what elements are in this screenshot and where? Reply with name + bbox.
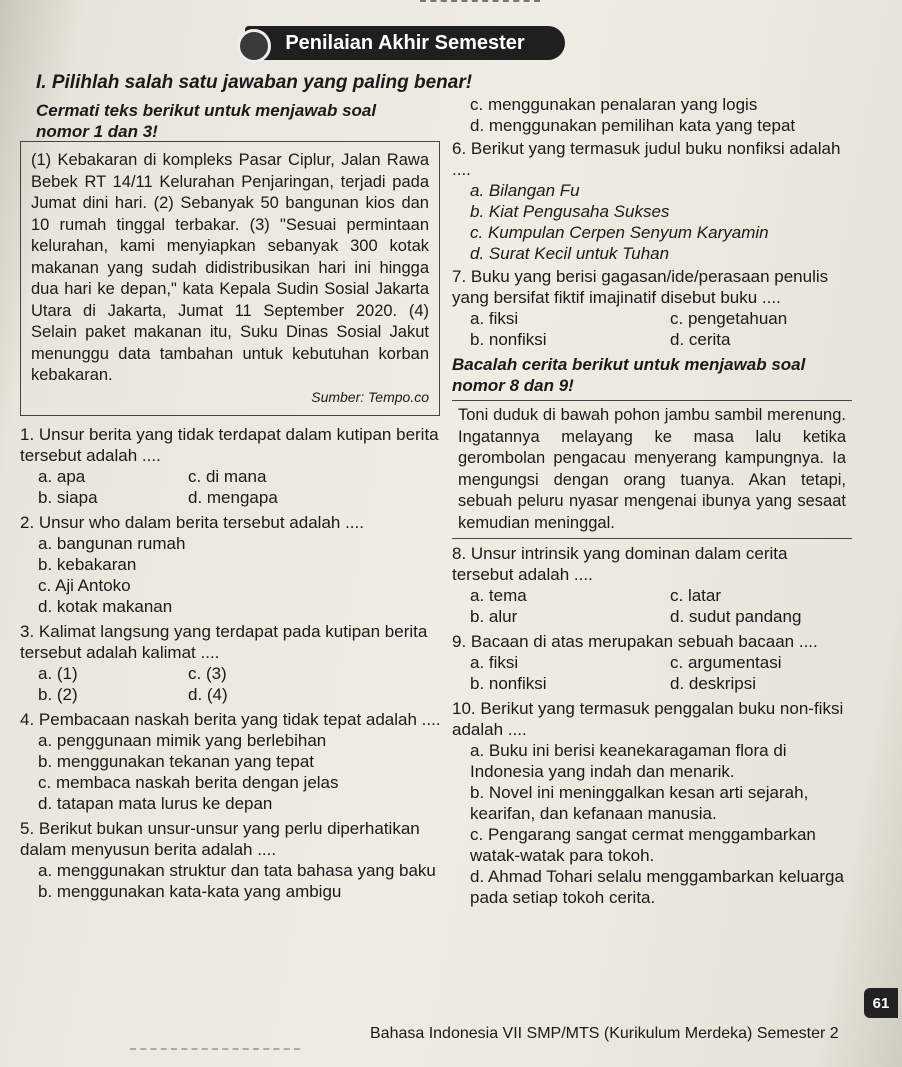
q4-option-c[interactable]: c. membaca naskah berita dengan jelas [38,773,339,792]
left-instruction-line1: Cermati teks berikut untuk menjawab soal [36,101,377,120]
q9-option-c[interactable]: c. argumentasi [670,653,782,672]
q5-option-a[interactable]: a. menggunakan struktur dan tata bahasa yang baku [38,861,436,880]
q7-option-b[interactable]: b. nonfiksi [470,330,547,349]
news-passage-box [20,141,440,416]
q5-option-d[interactable]: d. menggunakan pemilihan kata yang tepat [470,116,796,135]
q8-option-d[interactable]: d. sudut pandang [670,607,802,626]
q6-option-c[interactable]: c. Kumpulan Cerpen Senyum Karyamin [470,223,769,242]
q8-option-b[interactable]: b. alur [470,607,518,626]
top-rule [420,0,540,6]
left-instruction-line2: nomor 1 dan 3! [36,122,158,141]
question-9-options [452,652,852,694]
question-9: 9. Bacaan di atas merupakan sebuah bacaan .... [452,632,818,651]
q2-option-c[interactable]: c. Aji Antoko [38,576,131,595]
q10-option-c[interactable]: c. Pengarang sangat cermat menggambarkan watak-watak para tokoh. [470,825,816,865]
question-10: 10. Berikut yang termasuk penggalan buku non-fiksi adalah .... [452,699,844,739]
q10-option-d[interactable]: d. Ahmad Tohari selalu menggambarkan keluarga pada setiap tokoh cerita. [470,867,844,907]
question-5: 5. Berikut bukan unsur-unsur yang perlu diperhatikan dalam menyusun berita adalah .... [20,819,420,859]
question-8-options [452,585,852,627]
q9-option-a[interactable]: a. fiksi [470,653,519,672]
passage-source: Sumber: Tempo.co [311,388,429,405]
question-1: 1. Unsur berita yang tidak terdapat dalam kutipan berita tersebut adalah .... [20,425,439,465]
q4-option-d[interactable]: d. tatapan mata lurus ke depan [38,794,273,813]
page-footer: Bahasa Indonesia VII SMP/MTS (Kurikulum Merdeka) Semester 2 [370,1025,839,1042]
question-4: 4. Pembacaan naskah berita yang tidak tepat adalah .... [20,710,441,729]
q5-option-c[interactable]: c. menggunakan penalaran yang logis [470,95,758,114]
section-banner [245,26,565,60]
question-7-options [452,308,852,350]
question-3-options [20,663,450,705]
left-questions [20,424,450,902]
question-6: 6. Berikut yang termasuk judul buku nonfiksi adalah .... [452,139,841,179]
q2-option-d[interactable]: d. kotak makanan [38,597,173,616]
q10-option-a[interactable]: a. Buku ini berisi keanekaragaman flora di Indonesia yang indah dan menarik. [470,741,787,781]
q2-option-a[interactable]: a. bangunan rumah [38,534,186,553]
q3-option-b[interactable]: b. (2) [38,685,78,704]
q4-option-a[interactable]: a. penggunaan mimik yang berlebihan [38,731,327,750]
section-heading: I. Pilihlah salah satu jawaban yang paling benar! [36,72,473,93]
q8-option-c[interactable]: c. latar [670,586,722,605]
q6-option-a[interactable]: a. Bilangan Fu [470,181,580,200]
right-column [452,94,852,908]
q6-option-b[interactable]: b. Kiat Pengusaha Sukses [470,202,670,221]
q10-option-b[interactable]: b. Novel ini meninggalkan kesan arti sejarah, kearifan, dan kefanaan manusia. [470,783,809,823]
page-number: 61 [864,988,898,1018]
right-instruction-line2: nomor 8 dan 9! [452,376,574,395]
q4-option-b[interactable]: b. menggunakan tekanan yang tepat [38,752,314,771]
q1-option-b[interactable]: b. siapa [38,488,98,507]
q7-option-c[interactable]: c. pengetahuan [670,309,788,328]
q5-option-b[interactable]: b. menggunakan kata-kata yang ambigu [38,882,342,901]
question-8: 8. Unsur intrinsik yang dominan dalam cerita tersebut adalah .... [452,544,788,584]
question-2: 2. Unsur who dalam berita tersebut adalah .... [20,513,364,532]
q9-option-d[interactable]: d. deskripsi [670,674,756,693]
q2-option-b[interactable]: b. kebakaran [38,555,137,574]
question-1-options [20,466,450,508]
q7-option-a[interactable]: a. fiksi [470,309,519,328]
question-7: 7. Buku yang berisi gagasan/ide/perasaan penulis yang bersifat fiktif imajinatif disebut buku .... [452,267,829,307]
banner-circle-icon [237,29,271,63]
q1-option-c[interactable]: c. di mana [188,467,267,486]
right-instruction-line1: Bacalah cerita berikut untuk menjawab soal [452,355,806,374]
q9-option-b[interactable]: b. nonfiksi [470,674,547,693]
q6-option-d[interactable]: d. Surat Kecil untuk Tuhan [470,244,670,263]
q3-option-a[interactable]: a. (1) [38,664,78,683]
bottom-dashes [130,1048,300,1056]
q3-option-d[interactable]: d. (4) [188,685,228,704]
q8-option-a[interactable]: a. tema [470,586,527,605]
banner-title: Penilaian Akhir Semester [285,31,525,54]
q7-option-d[interactable]: d. cerita [670,330,731,349]
news-passage: (1) Kebakaran di kompleks Pasar Ciplur, Jalan Rawa Bebek RT 14/11 Kelurahan Penjaringan, terjadi pada Jumat dini hari. (2) Sebanyak 50 bangunan kios dan 10 rumah tinggal terbakar. (3) "Sesuai permintaan kelurahan, kami menyiapkan sebanyak 300 kotak makanan yang sudah didistribusikan hari ini hingga dua hari ke depan," kata Kepala Sudin Sosial Jakarta Utara di Jakarta, Jumat 11 September 2020. (4) Selain paket makanan itu, Suku Dinas Sosial Jakut menunggu data tambahan untuk kebutuhan korban kebakaran. [31,151,429,384]
story-passage: Toni duduk di bawah pohon jambu sambil merenung. Ingatannya melayang ke masa lalu ketika gerombolan pengacau menyerang kampungnya. Ia mengungsi dengan orang tuanya. Akan tetapi, sebuah peluru nyasar mengenai ibunya yang sesaat kemudian meninggal. [452,400,852,539]
q1-option-d[interactable]: d. mengapa [188,488,278,507]
q1-option-a[interactable]: a. apa [38,467,86,486]
left-instruction [36,100,441,142]
q3-option-c[interactable]: c. (3) [188,664,227,683]
question-3: 3. Kalimat langsung yang terdapat pada kutipan berita tersebut adalah kalimat .... [20,622,428,662]
